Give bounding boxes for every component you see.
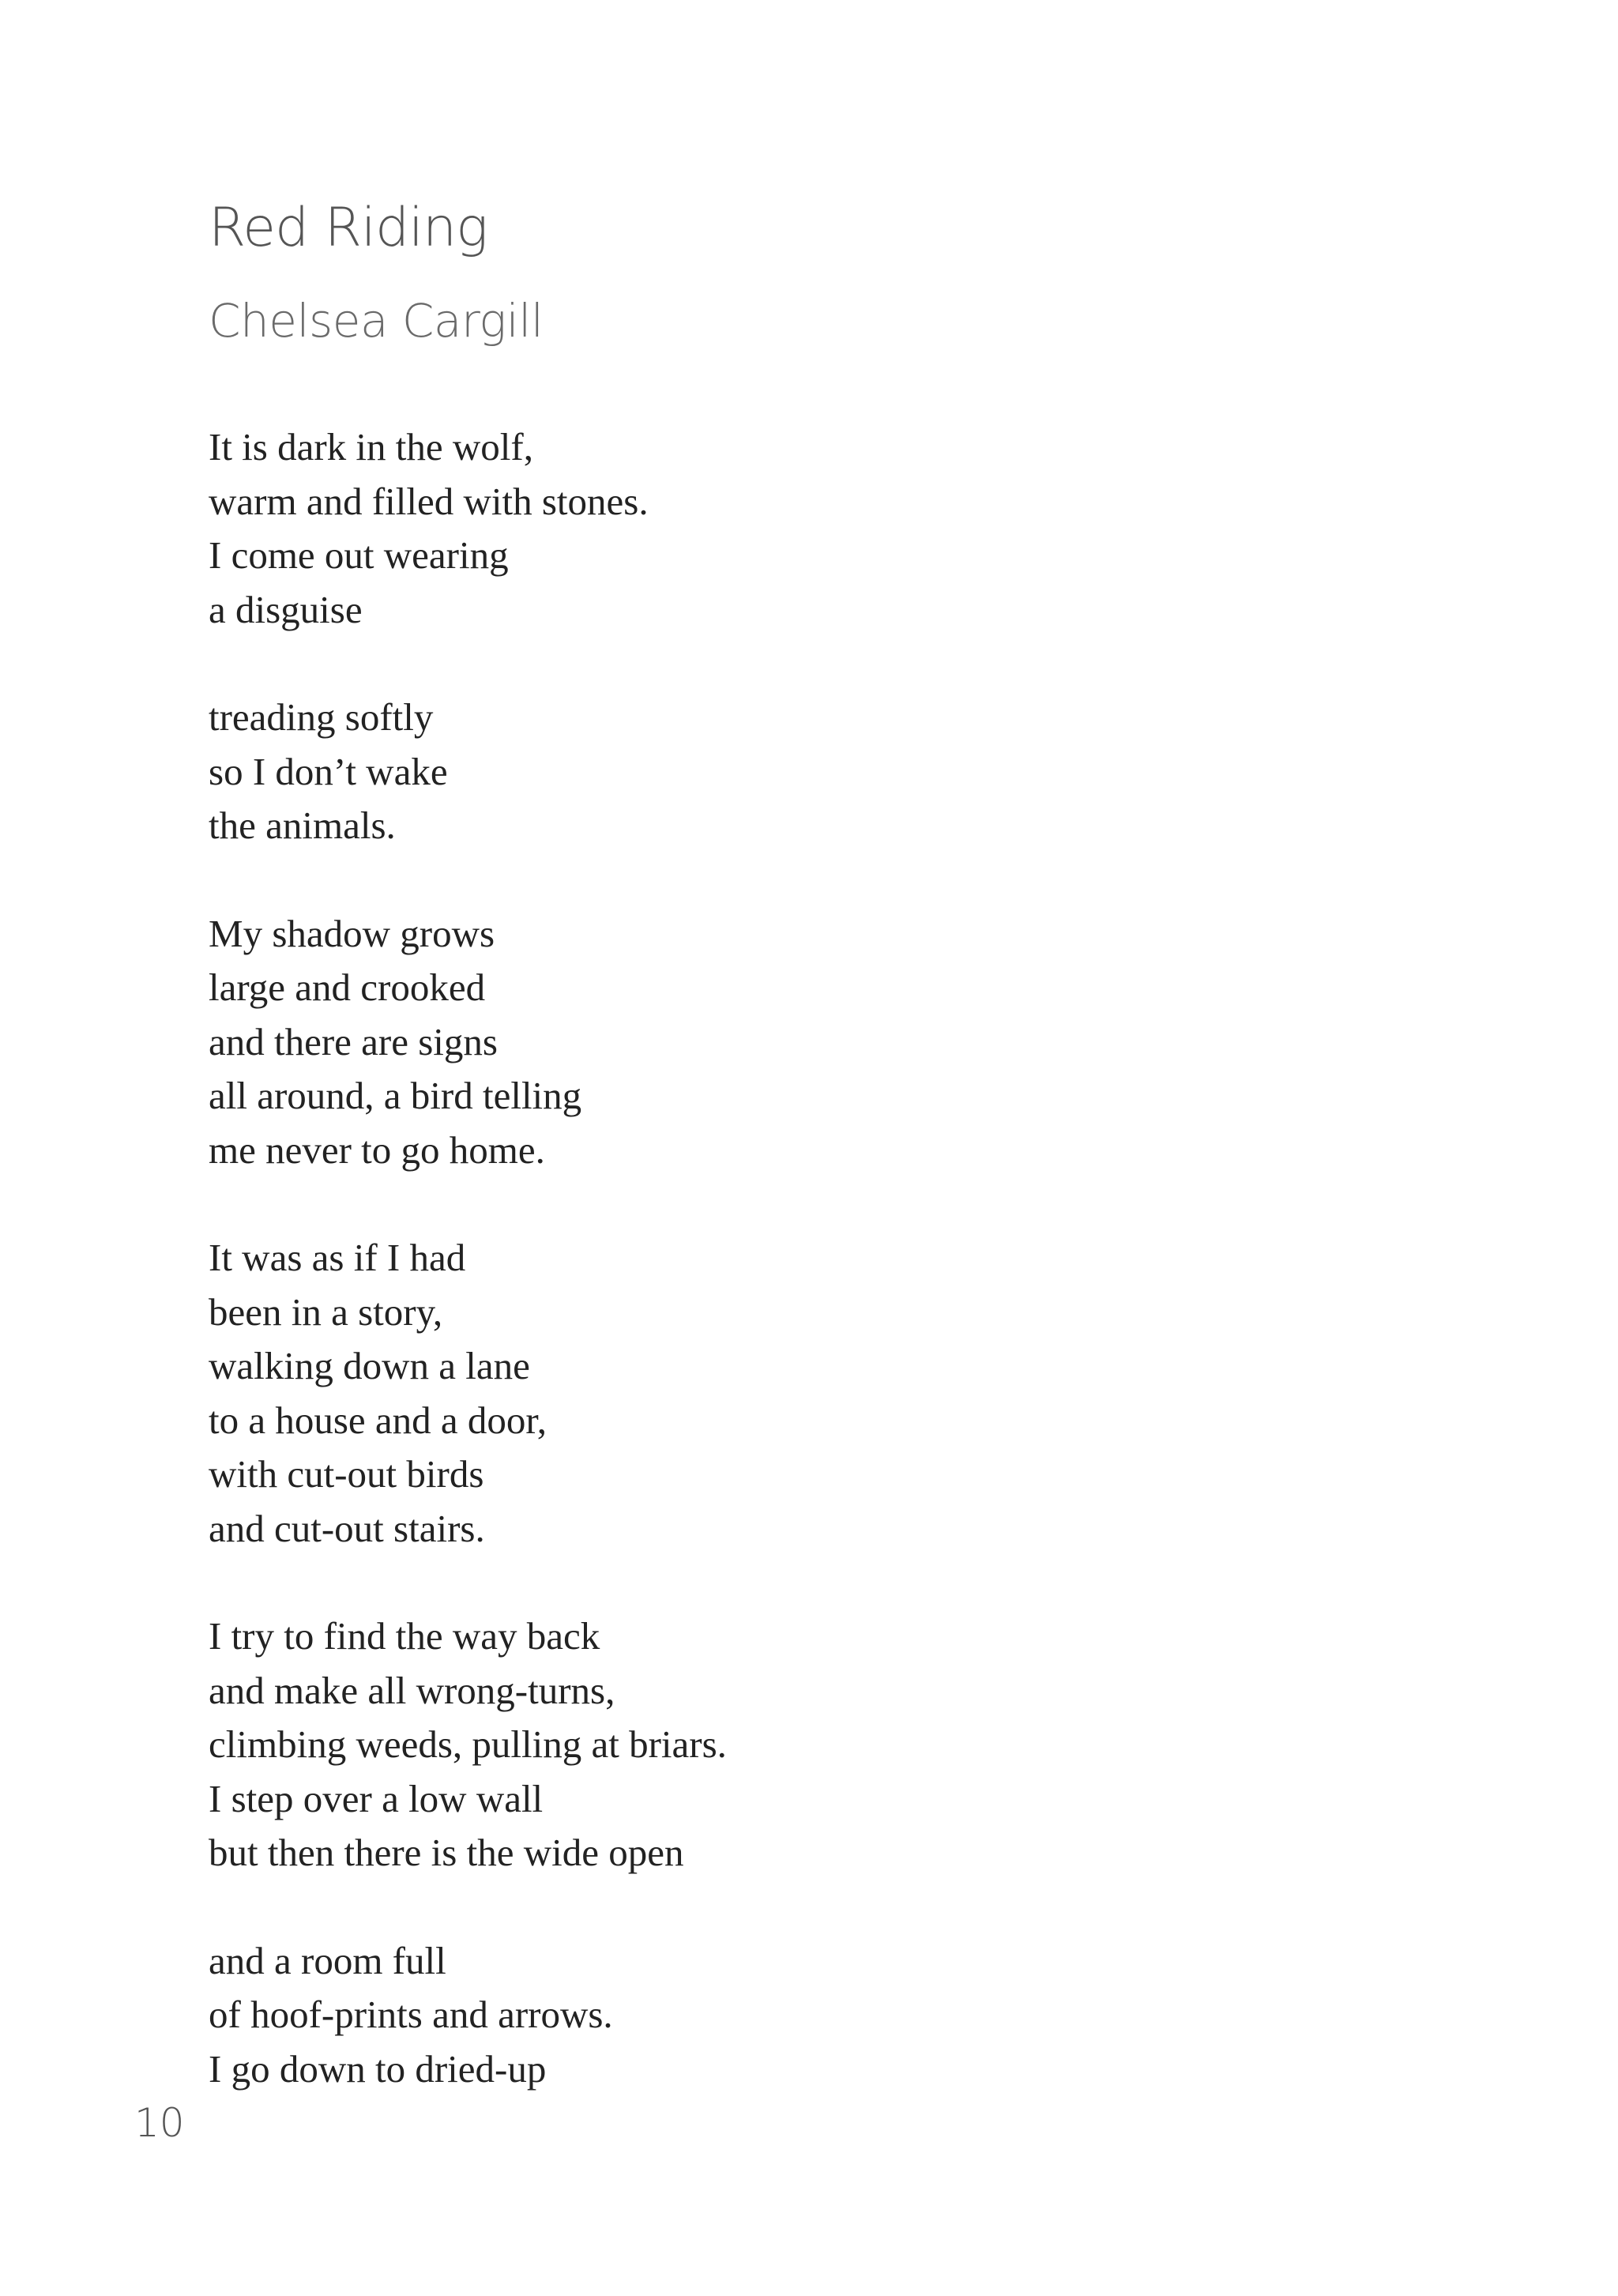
- poem-title: Red Riding: [209, 197, 487, 259]
- poem-line: large and crooked: [209, 965, 486, 1009]
- poem-line: been in a story,: [209, 1289, 443, 1334]
- poem-line: but then there is the wide open: [209, 1831, 684, 1874]
- poem-line: My shadow grows: [209, 911, 495, 955]
- poem-line: I try to find the way back: [209, 1614, 600, 1658]
- stanza: [209, 420, 1473, 637]
- page-number: 10: [134, 2100, 185, 2146]
- stanza: [209, 1231, 1473, 1556]
- poem-line: treading softly: [209, 695, 434, 739]
- poem-line: and a room full: [209, 1938, 446, 1982]
- poem-line: with cut-out birds: [209, 1452, 484, 1496]
- poem-line: walking down a lane: [209, 1344, 530, 1387]
- poem-line: all around, a bird telling: [209, 1074, 582, 1117]
- poem-author: Chelsea Cargill: [209, 294, 544, 348]
- poem-line: me never to go home.: [209, 1127, 545, 1172]
- poem-line: and cut-out stairs.: [209, 1506, 485, 1550]
- poem-line: climbing weeds, pulling at briars.: [209, 1722, 727, 1766]
- poem-line: of hoof-prints and arrows.: [209, 1993, 613, 2036]
- poem-line: I step over a low wall: [209, 1776, 544, 1820]
- stanza: [209, 907, 1473, 1178]
- poem-line: to a house and a door,: [209, 1398, 547, 1442]
- poem-body: [209, 420, 1473, 2150]
- poem-line: and make all wrong-turns,: [209, 1668, 615, 1712]
- stanza: [209, 691, 1473, 853]
- poem-line: It was as if I had: [209, 1236, 466, 1279]
- poem-line: warm and filled with stones.: [209, 479, 649, 523]
- stanza: [209, 1934, 1473, 2097]
- poem-line: a disguise: [209, 587, 363, 631]
- poem-line: the animals.: [209, 804, 396, 847]
- poem-line: I go down to dried-up: [209, 2046, 547, 2091]
- poem-line: so I don’t wake: [209, 749, 448, 793]
- poem-line: It is dark in the wolf,: [209, 425, 533, 469]
- stanza: [209, 1609, 1473, 1880]
- poem-line: and there are signs: [209, 1019, 498, 1063]
- poem-line: I come out wearing: [209, 533, 509, 577]
